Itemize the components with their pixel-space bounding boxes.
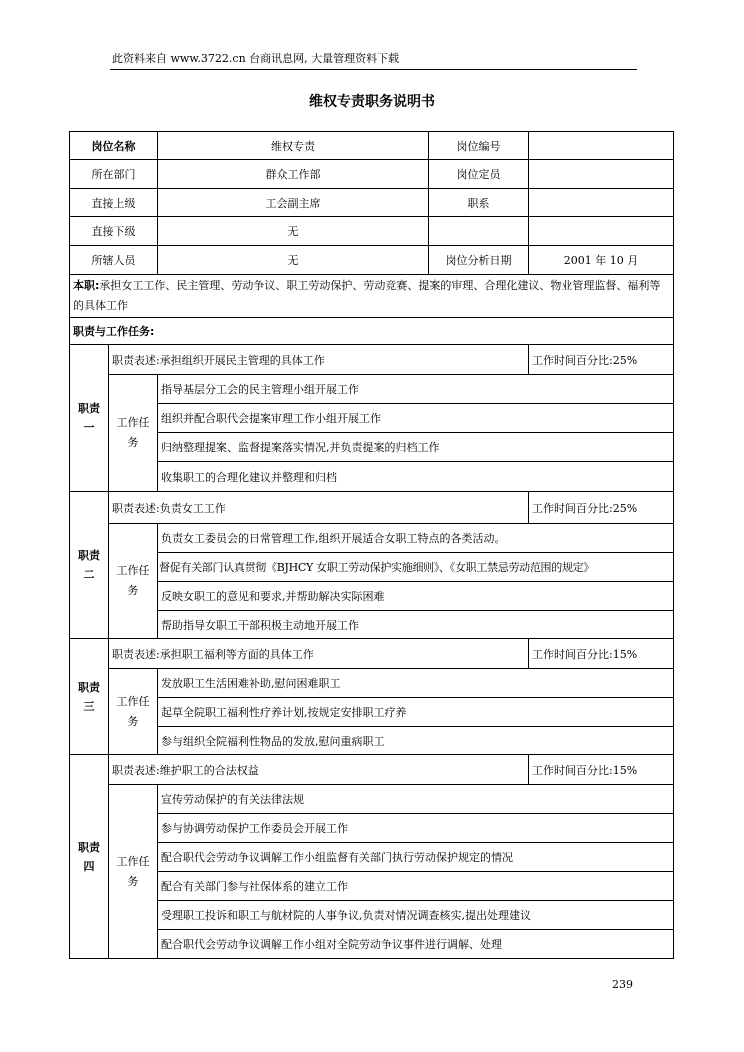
- duty-4-description: 职责表述:维护职工的合法权益: [109, 755, 529, 785]
- source-header: 此资料来自 www.3722.cn 台商讯息网, 大量管理资料下载: [112, 52, 400, 65]
- duty-1-task-label: 工作任务: [109, 375, 158, 492]
- duty-1-description: 职责表述:承担组织开展民主管理的具体工作: [109, 345, 529, 375]
- duty-2-description: 职责表述:负责女工工作: [109, 492, 529, 524]
- duty-4-task: 受理职工投诉和职工与航材院的人事争议,负责对情况调查核实,提出处理建议: [158, 901, 674, 930]
- blank-label: [429, 217, 529, 246]
- headcount-label: 岗位定员: [429, 160, 529, 189]
- duty-3-label: 职责三: [70, 639, 109, 755]
- duty-1-time-share: 工作时间百分比:25%: [529, 345, 674, 375]
- page-title: 维权专责职务说明书: [309, 94, 435, 110]
- job-family-label: 职系: [429, 189, 529, 217]
- duty-2-task: 负责女工委员会的日常管理工作,组织开展适合女职工特点的各类活动。: [158, 524, 674, 553]
- position-code-label: 岗位编号: [429, 132, 529, 160]
- position-name-value: 维权专责: [158, 132, 429, 160]
- duty-1-task: 指导基层分工会的民主管理小组开展工作: [158, 375, 674, 404]
- staff-value: 无: [158, 246, 429, 275]
- duty-2-task-label: 工作任务: [109, 524, 158, 639]
- supervisor-value: 工会副主席: [158, 189, 429, 217]
- blank-value: [529, 217, 674, 246]
- duty-1-task: 归纳整理提案、监督提案落实情况,并负责提案的归档工作: [158, 433, 674, 462]
- subordinate-label: 直接下级: [70, 217, 158, 246]
- position-name-label: 岗位名称: [70, 132, 158, 160]
- duty-4-task: 参与协调劳动保护工作委员会开展工作: [158, 814, 674, 843]
- position-code-value: [529, 132, 674, 160]
- headcount-value: [529, 160, 674, 189]
- duty-4-time-share: 工作时间百分比:15%: [529, 755, 674, 785]
- duty-4-task: 配合职代会劳动争议调解工作小组对全院劳动争议事件进行调解、处理: [158, 930, 674, 959]
- subordinate-value: 无: [158, 217, 429, 246]
- duty-4-label: 职责四: [70, 755, 109, 959]
- department-value: 群众工作部: [158, 160, 429, 189]
- summary-label: 本职:: [73, 279, 100, 292]
- duty-2-task: 督促有关部门认真贯彻《BJHCY 女职工劳动保护实施细则》、《女职工禁忌劳动范围的规定》: [158, 553, 674, 582]
- duties-heading: 职责与工作任务:: [70, 318, 674, 345]
- duty-3-task: 参与组织全院福利性物品的发放,慰问重病职工: [158, 727, 674, 755]
- duty-3-task: 起草全院职工福利性疗养计划,按规定安排职工疗养: [158, 698, 674, 727]
- summary-cell: [70, 275, 674, 318]
- header-rule: [110, 69, 637, 70]
- duty-4-task-label: 工作任务: [109, 785, 158, 959]
- duty-2-label: 职责二: [70, 492, 109, 639]
- duty-1-task: 组织并配合职代会提案审理工作小组开展工作: [158, 404, 674, 433]
- duty-3-time-share: 工作时间百分比:15%: [529, 639, 674, 669]
- duty-1-task: 收集职工的合理化建议并整理和归档: [158, 462, 674, 492]
- summary-text: 承担女工工作、民主管理、劳动争议、职工劳动保护、劳动竞赛、提案的审理、合理化建议、物业管理监督、福利等的具体工作: [73, 279, 661, 312]
- duty-4-task: 配合有关部门参与社保体系的建立工作: [158, 872, 674, 901]
- duty-1-label: 职责一: [70, 345, 109, 492]
- job-family-value: [529, 189, 674, 217]
- analysis-date-label: 岗位分析日期: [429, 246, 529, 275]
- duty-3-task-label: 工作任务: [109, 669, 158, 755]
- department-label: 所在部门: [70, 160, 158, 189]
- duty-3-task: 发放职工生活困难补助,慰问困难职工: [158, 669, 674, 698]
- duty-3-description: 职责表述:承担职工福利等方面的具体工作: [109, 639, 529, 669]
- duty-4-task: 宣传劳动保护的有关法律法规: [158, 785, 674, 814]
- duty-2-task: 帮助指导女职工干部积极主动地开展工作: [158, 611, 674, 639]
- staff-label: 所辖人员: [70, 246, 158, 275]
- duty-4-task: 配合职代会劳动争议调解工作小组监督有关部门执行劳动保护规定的情况: [158, 843, 674, 872]
- analysis-date-value: 2001 年 10 月: [529, 246, 674, 275]
- supervisor-label: 直接上级: [70, 189, 158, 217]
- duty-2-time-share: 工作时间百分比:25%: [529, 492, 674, 524]
- duty-2-task: 反映女职工的意见和要求,并帮助解决实际困难: [158, 582, 674, 611]
- page-number: 239: [612, 978, 633, 991]
- job-description-table: [69, 131, 674, 959]
